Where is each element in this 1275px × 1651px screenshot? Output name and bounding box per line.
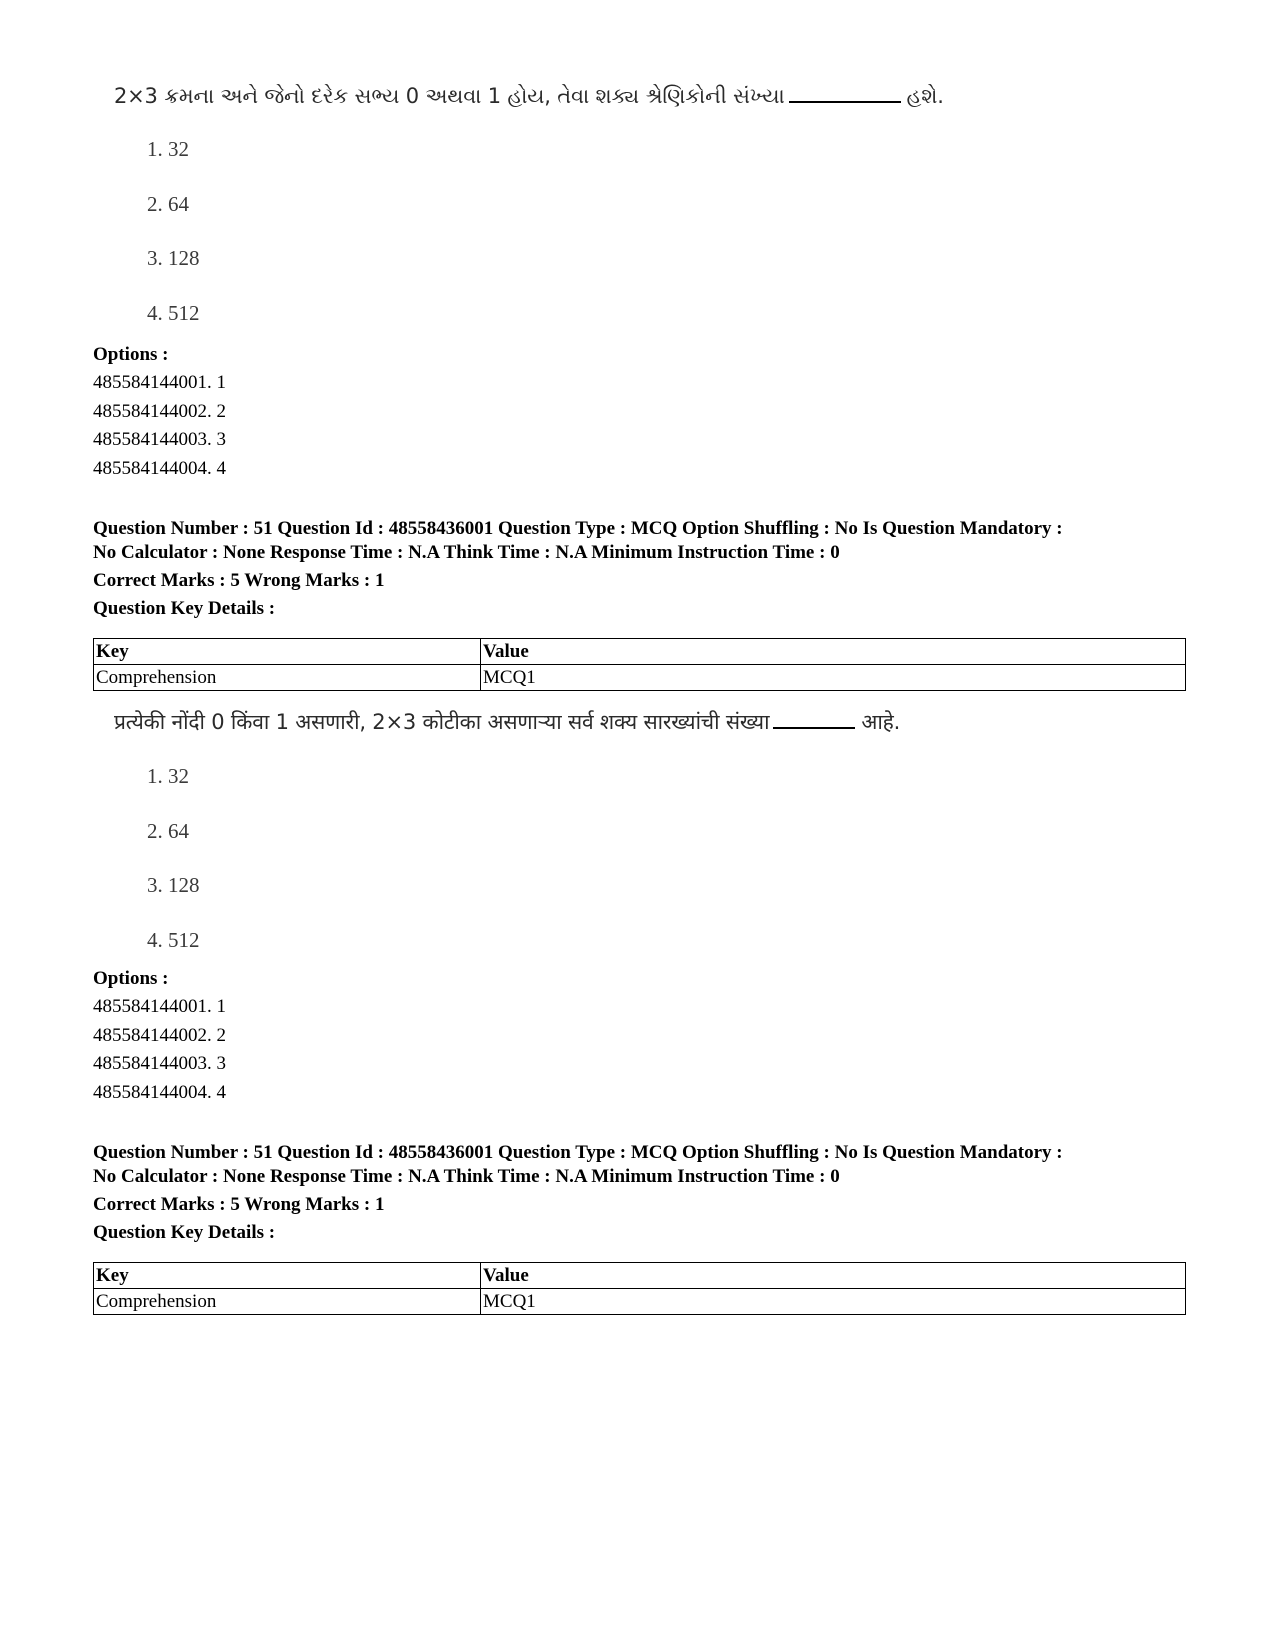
table-header-row	[94, 639, 1186, 665]
table-cell-key: Comprehension	[94, 1289, 481, 1315]
options-block	[93, 341, 226, 483]
question-stem-end: હશે.	[906, 84, 944, 108]
marks-line: Correct Marks : 5 Wrong Marks : 1	[93, 570, 385, 591]
question-stem	[114, 708, 1164, 736]
key-details-title: Question Key Details :	[93, 598, 276, 619]
question-stem-end: आहे.	[861, 710, 901, 734]
table-cell-value: MCQ1	[481, 665, 1186, 691]
options-title: Options :	[93, 968, 169, 989]
option-line: 485584144004. 4	[93, 1081, 226, 1103]
question-stem-text: 2×3 ક્રમના અને જેનો દરેક સભ્ય 0 અથવા 1 હોય, તેવા શક્ય શ્રેણિકોની સંખ્યા	[114, 84, 785, 108]
options-title: Options :	[93, 344, 169, 365]
question-meta	[93, 1141, 1193, 1247]
option-line: 485584144004. 4	[93, 457, 226, 479]
image-option: 3. 128	[147, 873, 200, 897]
option-line: 485584144002. 2	[93, 1024, 226, 1046]
image-option: 1. 32	[147, 137, 189, 161]
answer-blank	[789, 100, 901, 103]
question-stem-text: प्रत्येकी नोंदी 0 किंवा 1 असणारी, 2×3 कोटीका असणाऱ्या सर्व शक्य सारख्यांची संख्या	[114, 710, 770, 734]
question-meta-line: Question Number : 51 Question Id : 48558436001 Question Type : MCQ Option Shuffling : No Is Question Mandatory :	[93, 1142, 1063, 1163]
question-image-gujarati	[114, 84, 1164, 352]
option-line: 485584144001. 1	[93, 996, 226, 1017]
table-cell-value: MCQ1	[481, 1289, 1186, 1315]
image-option-list	[114, 134, 1164, 352]
table-row	[94, 1289, 1186, 1315]
key-details-table	[93, 638, 1186, 691]
image-option: 4. 512	[147, 927, 200, 952]
option-line: 485584144001. 1	[93, 372, 226, 393]
table-row	[94, 665, 1186, 691]
option-line: 485584144003. 3	[93, 429, 226, 450]
options-block	[93, 965, 226, 1107]
image-option-list	[114, 761, 1164, 979]
question-meta	[93, 517, 1193, 623]
image-option: 2. 64	[147, 818, 189, 843]
image-option: 4. 512	[147, 300, 200, 325]
table-header-value: Value	[481, 639, 1186, 665]
question-meta-line: Question Number : 51 Question Id : 48558436001 Question Type : MCQ Option Shuffling : No Is Question Mandatory :	[93, 518, 1063, 539]
option-line: 485584144003. 3	[93, 1053, 226, 1074]
key-details-title: Question Key Details :	[93, 1222, 276, 1243]
table-header-row	[94, 1263, 1186, 1289]
marks-line: Correct Marks : 5 Wrong Marks : 1	[93, 1194, 385, 1215]
table-header-key: Key	[94, 639, 481, 665]
key-details-table	[93, 1262, 1186, 1315]
image-option: 3. 128	[147, 246, 200, 270]
table-header-value: Value	[481, 1263, 1186, 1289]
table-header-key: Key	[94, 1263, 481, 1289]
option-line: 485584144002. 2	[93, 400, 226, 422]
table-cell-key: Comprehension	[94, 665, 481, 691]
question-meta-line: No Calculator : None Response Time : N.A Think Time : N.A Minimum Instruction Time : 0	[93, 541, 840, 563]
question-meta-line: No Calculator : None Response Time : N.A Think Time : N.A Minimum Instruction Time : 0	[93, 1165, 840, 1187]
answer-blank	[773, 726, 855, 729]
image-option: 1. 32	[147, 764, 189, 788]
question-image-marathi	[114, 708, 1164, 979]
image-option: 2. 64	[147, 191, 189, 216]
question-stem	[114, 84, 1164, 109]
